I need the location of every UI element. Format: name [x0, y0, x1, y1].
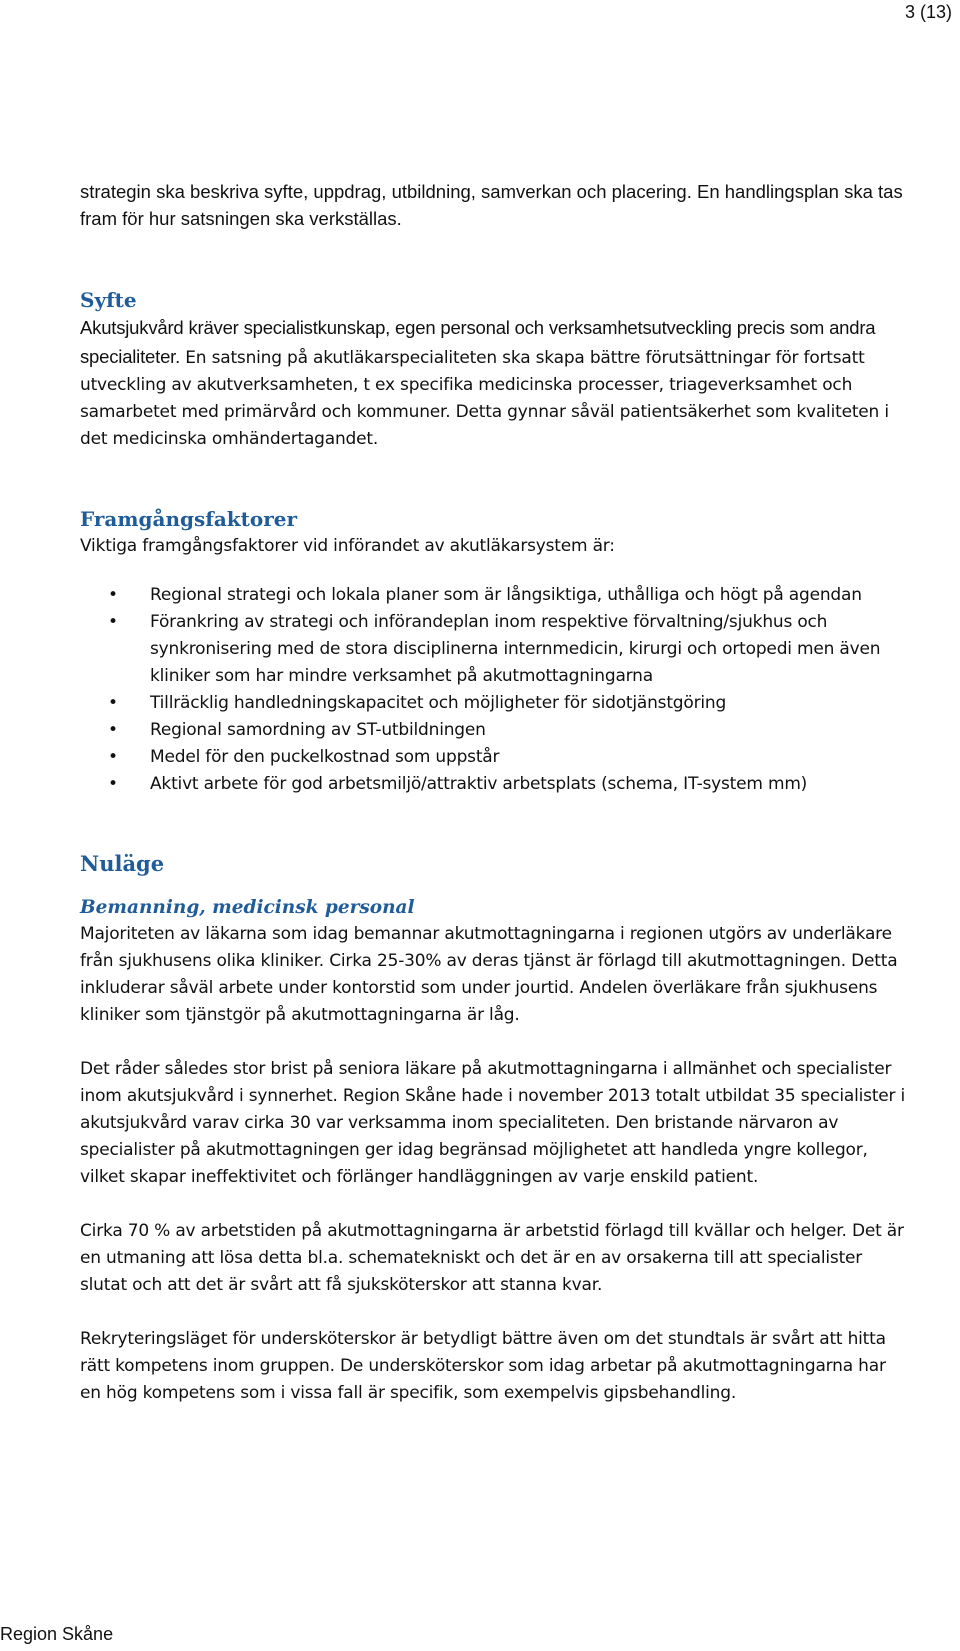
- bullet-icon: •: [108, 693, 118, 713]
- document-body: [80, 178, 910, 1407]
- list-item-text: Medel för den puckelkostnad som uppstår: [150, 747, 500, 767]
- bullet-icon: •: [108, 585, 118, 605]
- list-item-text: Tillräcklig handledningskapacitet och möjligheter för sidotjänstgöring: [150, 693, 727, 713]
- list-item-text: Regional strategi och lokala planer som är långsiktiga, uthålliga och högt på agendan: [150, 585, 862, 605]
- heading-nulage: Nuläge: [80, 851, 165, 876]
- framgang-intro: Viktiga framgångsfaktorer vid införandet av akutläkarsystem är:: [80, 536, 615, 556]
- syfte-paragraph: [80, 314, 910, 453]
- list-item: [80, 609, 910, 690]
- list-item-text: Regional samordning av ST-utbildningen: [150, 720, 486, 740]
- heading-syfte: Syfte: [80, 288, 137, 312]
- bullet-icon: •: [108, 612, 118, 632]
- nulage-paragraph-2: Det råder således stor brist på seniora läkare på akutmottagningarna i allmänhet och specialister inom akutsjukvård i synnerhet. Region Skåne hade i november 2013 totalt utbildat 35 specialister i akutsjukvård varav cirka 30 var verksamma inom specialiteten. Den bristande närvaron av specialister på akutmottagningen ger idag begränsad möjlighetet att handleda yngre kollegor, vilket skapar ineffektivitet och förlänger handläggningen av varje enskild patient.: [80, 1059, 906, 1187]
- nulage-paragraph-4: Rekryteringsläget för undersköterskor är betydligt bättre även om det stundtals är svårt att hitta rätt kompetens inom gruppen. De undersköterskor som idag arbetar på akutmottagningarna har en hög kompetens som i vissa fall är specifik, som exempelvis gipsbehandling.: [80, 1329, 886, 1403]
- page-number: 3 (13): [904, 2, 952, 22]
- nulage-paragraph-1: Majoriteten av läkarna som idag bemannar akutmottagningarna i regionen utgörs av underläkare från sjukhusens olika kliniker. Cirka 25-30% av deras tjänst är förlagd till akutmottagningen. Detta inkluderar såväl arbete under kontorstid som under jourtid. Andelen överläkare från sjukhusens kliniker som tjänstgör på akutmottagningarna är låg.: [80, 924, 898, 1025]
- list-item: [80, 690, 910, 717]
- footer-organization: Region Skåne: [0, 1624, 114, 1644]
- list-item: [80, 717, 910, 744]
- intro-paragraph: strategin ska beskriva syfte, uppdrag, utbildning, samverkan och placering. En handlingsplan ska tas fram för hur satsningen ska verkställas.: [80, 181, 903, 229]
- syfte-text-lead: Akutsjukvård kräver specialistkunskap, egen personal och verksamhetsutveckling precis som andra specialiteter.: [80, 317, 876, 367]
- nulage-paragraph-3: Cirka 70 % av arbetstiden på akutmottagningarna är arbetstid förlagd till kvällar och helger. Det är en utmaning att lösa detta bl.a. schematekniskt och det är en av orsakerna till att specialister slutat och att det är svårt att få sjuksköterskor att stanna kvar.: [80, 1221, 904, 1295]
- syfte-text-rest: En satsning på akutläkarspecialiteten ska skapa bättre förutsättningar för fortsatt utveckling av akutverksamheten, t ex specifika medicinska processer, triageverksamhet och samarbetet med primärvård och kommuner. Detta gynnar såväl patientsäkerhet som kvaliteten i det medicinska omhändertagandet.: [80, 348, 889, 449]
- list-item: [80, 771, 910, 798]
- bullet-icon: •: [108, 774, 118, 794]
- list-item: [80, 744, 910, 771]
- list-item-text: Aktivt arbete för god arbetsmiljö/attraktiv arbetsplats (schema, IT-system mm): [150, 774, 808, 794]
- success-factors-list: [80, 582, 910, 798]
- bullet-icon: •: [108, 720, 118, 740]
- bullet-icon: •: [108, 747, 118, 767]
- heading-framgangsfaktorer: Framgångsfaktorer: [80, 507, 298, 531]
- list-item-text: Förankring av strategi och införandeplan inom respektive förvaltning/sjukhus och synkronisering med de stora disciplinerna internmedicin, kirurgi och ortopedi men även kliniker som har mindre verksamhet på akutmottagningarna: [150, 612, 881, 686]
- list-item: [80, 582, 910, 609]
- subheading-bemanning: Bemanning, medicinsk personal: [80, 897, 415, 918]
